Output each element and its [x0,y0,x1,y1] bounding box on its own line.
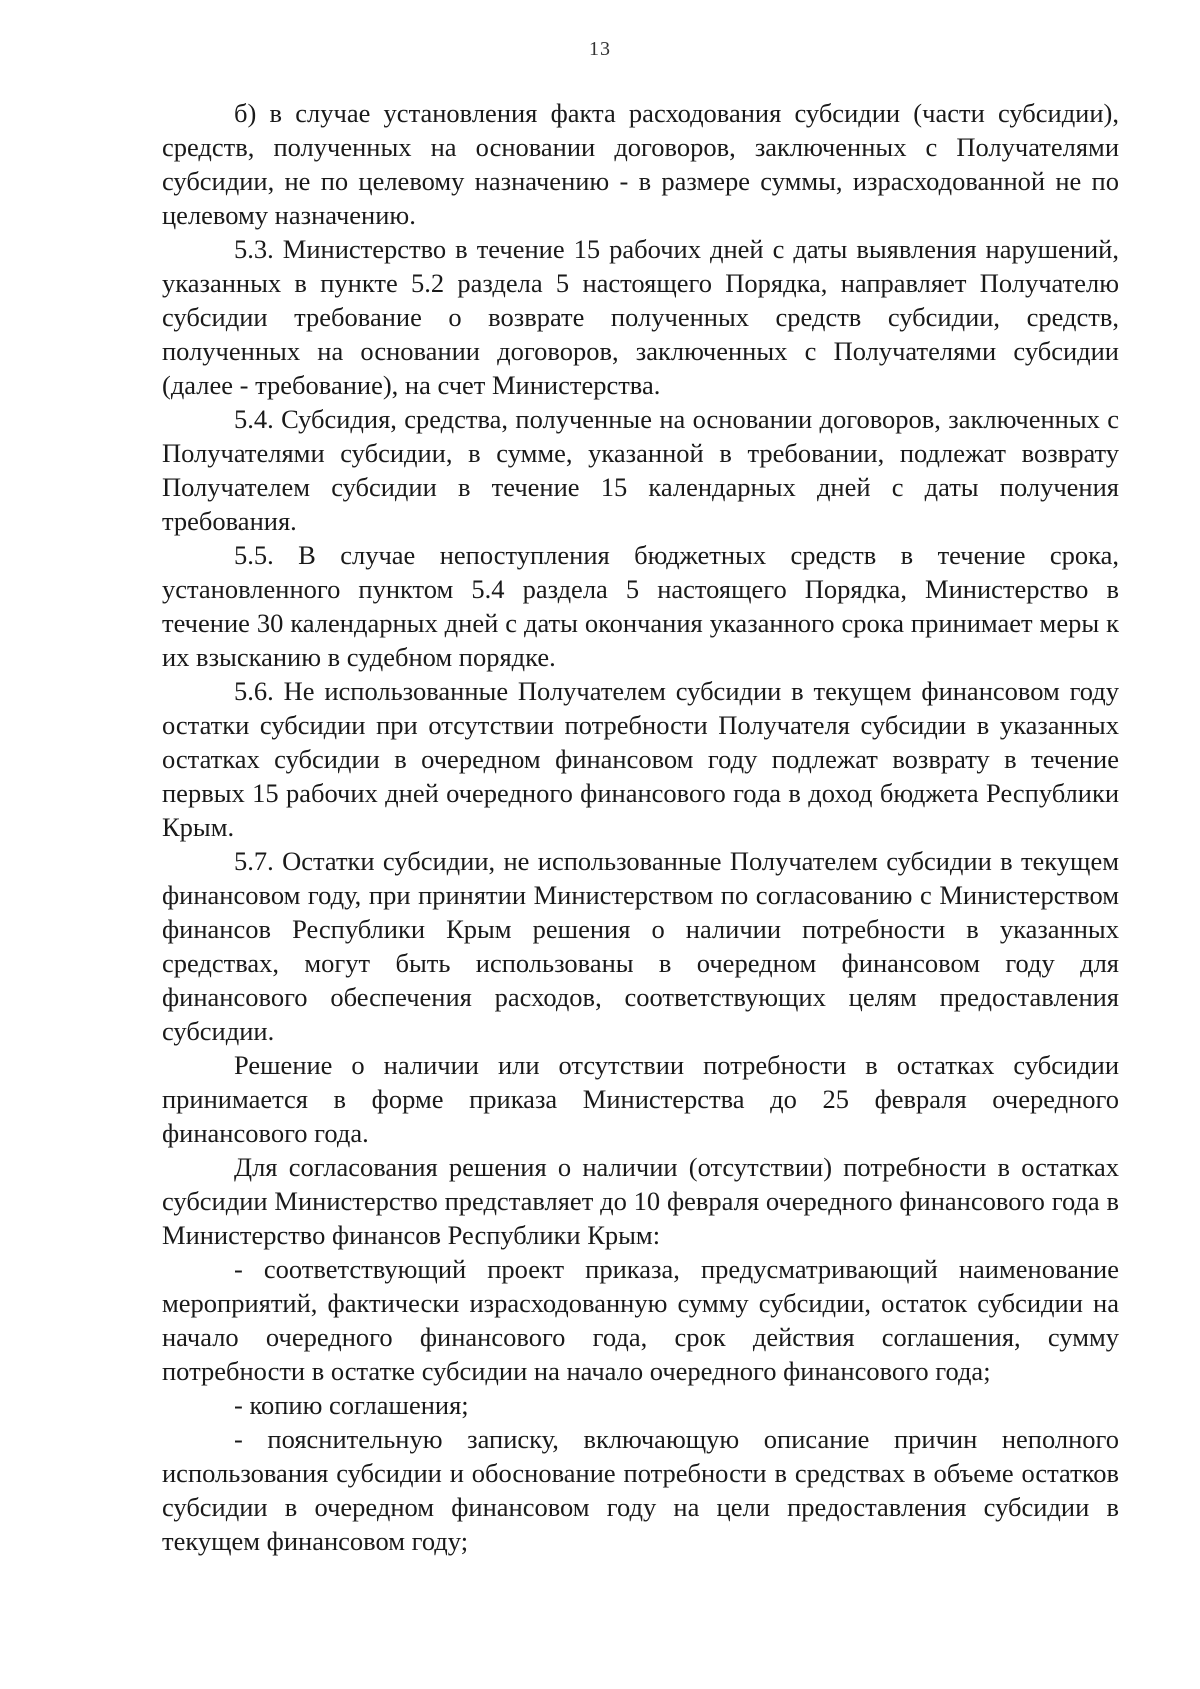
paragraph-decision-order: Решение о наличии или отсутствии потребности в остатках субсидии принимается в форме приказа Министерства до 25 февраля очередного финансового года. [162,1050,1119,1148]
paragraph-5-7: 5.7. Остатки субсидии, не использованные Получателем субсидии в текущем финансовом году, при принятии Министерством по согласованию с Министерством финансов Республики Крым решения о наличии потребности в указанных средствах, могут быть использованы в очередном финансовом году для финансового обеспечения расходов, соответствующих целям предоставления субсидии. [162,846,1119,1046]
list-item-draft-order: - соответствующий проект приказа, предусматривающий наименование мероприятий, фактически израсходованную сумму субсидии, остаток субсидии на начало очередного финансового года, срок действия соглашения, сумму потребности в остатке субсидии на начало очередного финансового года; [162,1254,1119,1386]
paragraph-approval-submission: Для согласования решения о наличии (отсутствии) потребности в остатках субсидии Министерство представляет до 10 февраля очередного финансового года в Министерство финансов Республики Крым: [162,1152,1119,1250]
list-item-agreement-copy: - копию соглашения; [234,1390,469,1420]
document-body [162,96,1119,1558]
list-item-explanatory-note: - пояснительную записку, включающую описание причин неполного использования субсидии и обоснование потребности в средствах в объеме остатков субсидии в очередном финансовом году на цели предоставления субсидии в текущем финансовом году; [162,1424,1119,1556]
paragraph-5-3: 5.3. Министерство в течение 15 рабочих дней с даты выявления нарушений, указанных в пункте 5.2 раздела 5 настоящего Порядка, направляет Получателю субсидии требование о возврате полученных средств субсидии, средств, полученных на основании договоров, заключенных с Получателями субсидии (далее - требование), на счет Министерства. [162,234,1119,400]
paragraph-5-4: 5.4. Субсидия, средства, полученные на основании договоров, заключенных с Получателями субсидии, в сумме, указанной в требовании, подлежат возврату Получателем субсидии в течение 15 календарных дней с даты получения требования. [162,404,1119,536]
paragraph-5-5: 5.5. В случае непоступления бюджетных средств в течение срока, установленного пунктом 5.4 раздела 5 настоящего Порядка, Министерство в течение 30 календарных дней с даты окончания указанного срока принимает меры к их взысканию в судебном порядке. [162,540,1119,672]
paragraph-5-6: 5.6. Не использованные Получателем субсидии в текущем финансовом году остатки субсидии при отсутствии потребности Получателя субсидии в указанных остатках субсидии в очередном финансовом году подлежат возврату в течение первых 15 рабочих дней очередного финансового года в доход бюджета Республики Крым. [162,676,1119,842]
page-number: 13 [589,38,611,60]
paragraph-b-misuse-return: б) в случае установления факта расходования субсидии (части субсидии), средств, полученных на основании договоров, заключенных с Получателями субсидии, не по целевому назначению - в размере суммы, израсходованной не по целевому назначению. [162,98,1119,230]
